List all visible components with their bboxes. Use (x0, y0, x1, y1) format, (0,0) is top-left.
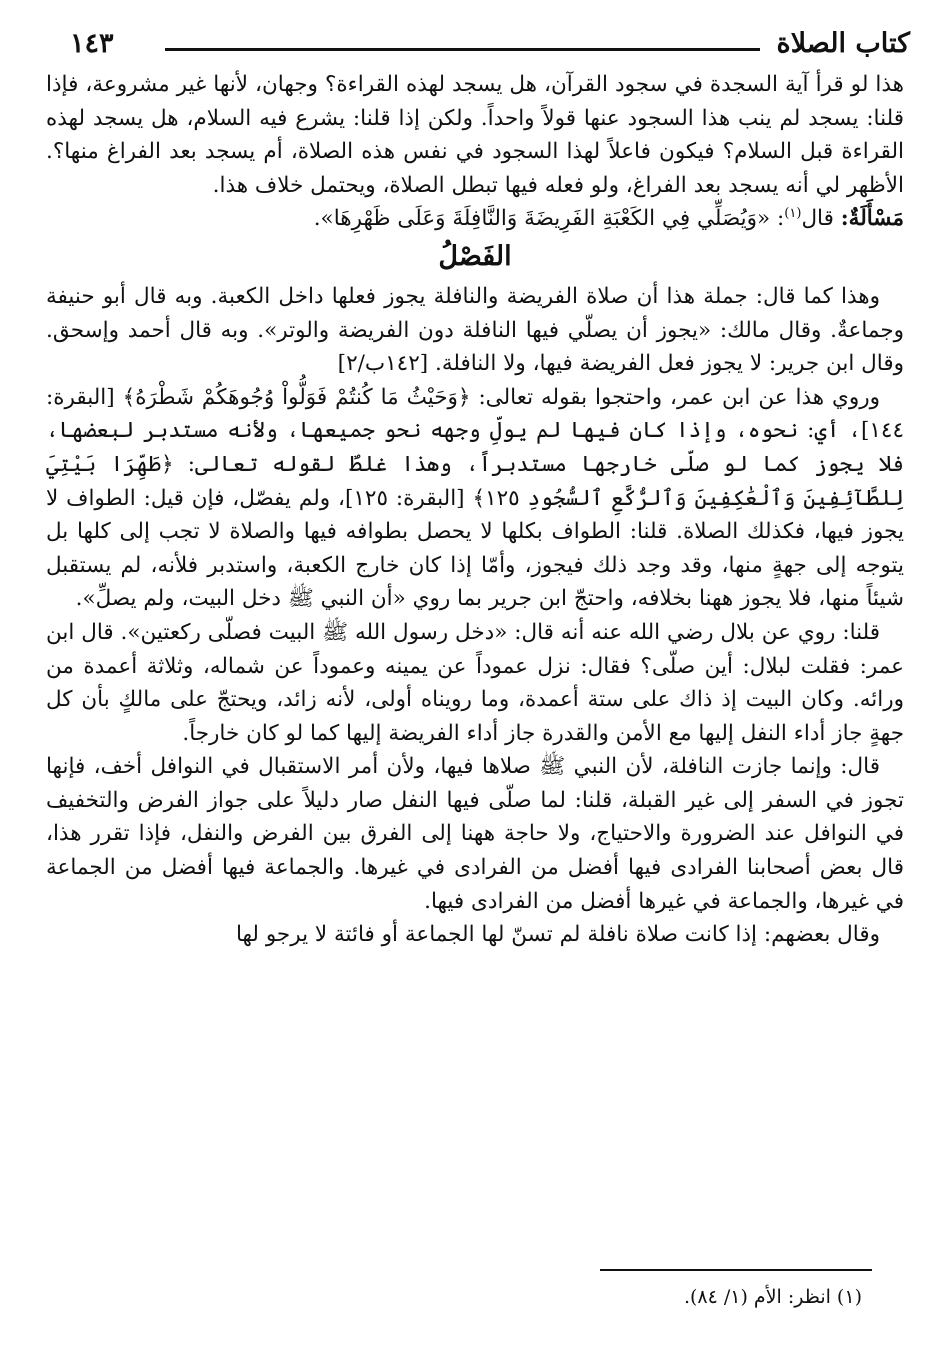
paragraph: وهذا كما قال: جملة هذا أن صلاة الفريضة والنافلة يجوز فعلها داخل الكعبة. وبه قال أبو حنيفة وجماعةٌ. وقال مالك: «يجوز أن يصلّي فيها النافلة دون الفريضة والوتر». وبه قال أحمد وإسحق. وقال ابن جرير: لا يجوز فعل الفريضة فيها، ولا النافلة. [١٤٢ب/٢] (46, 283, 904, 377)
footnote: (١) انظر: الأم (١/ ٨٤). (683, 1286, 862, 1308)
footnote-marker: (١) (784, 206, 802, 222)
section-heading: الفَصْلُ (438, 240, 512, 272)
paragraph: قال: وإنما جازت النافلة، لأن النبي ﷺ صلاها فيها، ولأن أمر الاستقبال في النوافل أخف، فإنها تجوز في السفر إلى غير القبلة، قلنا: لما صلّى فيها النفل صار دليلاً على جواز الفرض والتخفيف في النوافل عند الضرورة والاحتياج، ولا حاجة ههنا إلى الفرق بين الفرض والنفل، فإذا تقرر هذا، قال بعض أصحابنا الفرادى فيها أفضل من الفرادى في غيرها. والجماعة فيها أفضل من الجماعة في غيرها، والجماعة في غيرها أفضل من الفرادى فيها. (46, 754, 904, 914)
header-rule (165, 48, 760, 51)
paragraph: وروي هذا عن ابن عمر، واحتجوا بقوله تعالى: ﴿وَحَيْثُ مَا كُنتُمْ فَوَلُّواْ وُجُوهَكُمْ شَطْرَهُ﴾ [البقرة: ١٤٤]، أي: نحوه، وإذا كان فيها لم يولِّ وجهه نحو جميعها، ولأنه مستدبر لبعضها، فلا يجوز كما لو صلّى خارجها مستدبراً، وهذا غلطٌ لقوله تعالى: ﴿طَهِّرَا بَيْتِيَ لِلطَّآئِفِينَ وَٱلْعَٰكِفِينَ وَٱلرُّكَّعِ ٱلسُّجُودِ ١٢٥﴾ [البقرة: ١٢٥]، ولم يفصّل، فإن قيل: الطواف لا يجوز فيها، فكذلك الصلاة. قلنا: الطواف بكلها لا يحصل بطوافه فيها والصلاة لا تجب إلى كلها بل يتوجه إلى جهةٍ منها، وقد وجد ذلك فيجوز، وأمّا إذا كان خارج الكعبة، واستدبر فلأنه، لم يستقبل شيئاً منها، فلا يجوز ههنا بخلافه، واحتجّ ابن جرير بما روي «أن النبي ﷺ دخل البيت، ولم يصلِّ». (46, 384, 905, 612)
qal-word: قال (801, 206, 834, 232)
body-text (46, 68, 904, 952)
running-head (70, 28, 910, 68)
paragraph: هذا لو قرأ آية السجدة في سجود القرآن، هل يسجد لهذه القراءة؟ وجهان، لأنها غير مشروعة، فإذا قلنا: يسجد لم ينب هذا السجود عنها قولاً واحداً. ولكن إذا قلنا: يشرع فيه السلام، هل يسجد لهذه القراءة قبل السلام؟ فيكون فاعلاً لهذا السجود في نفس هذه الصلاة، أم يسجد بعد الفراغ منها؟. الأظهر لي أنه يسجد بعد الفراغ، ولو فعله فيها تبطل الصلاة، ويحتمل خلاف هذا. (46, 72, 904, 198)
page-number: ١٤٣ (70, 28, 114, 59)
running-title: كتاب الصلاة (776, 28, 910, 59)
masala-label: مَسْأَلَةٌ: (840, 206, 904, 232)
masala-line (46, 202, 904, 236)
paragraph: قلنا: روي عن بلال رضي الله عنه أنه قال: «دخل رسول الله ﷺ البيت فصلّى ركعتين». قال ابن عمر: فقلت لبلال: أين صلّى؟ فقال: نزل عموداً عن يمينه وعموداً عن شماله، وثلاثة أعمدة من ورائه. وكان البيت إذ ذاك على ستة أعمدة، وما رويناه أولى، لأنه زائد، ويحتجّ على مالكٍ بأن كل جهةٍ جاز أداء النفل إليها مع الأمن والقدرة جاز أداء الفريضة إليها كما لو كان خارجاً. (46, 619, 904, 746)
paragraph: وقال بعضهم: إذا كانت صلاة نافلة لم تسنّ لها الجماعة أو فائتة لا يرجو لها (235, 922, 880, 948)
footnote-rule (600, 1269, 872, 1271)
masala-text: : «وَيُصَلِّي فِي الكَعْبَةِ الفَرِيضَةَ وَالنَّافِلَةَ وَعَلَى ظَهْرِهَا». (313, 206, 785, 232)
